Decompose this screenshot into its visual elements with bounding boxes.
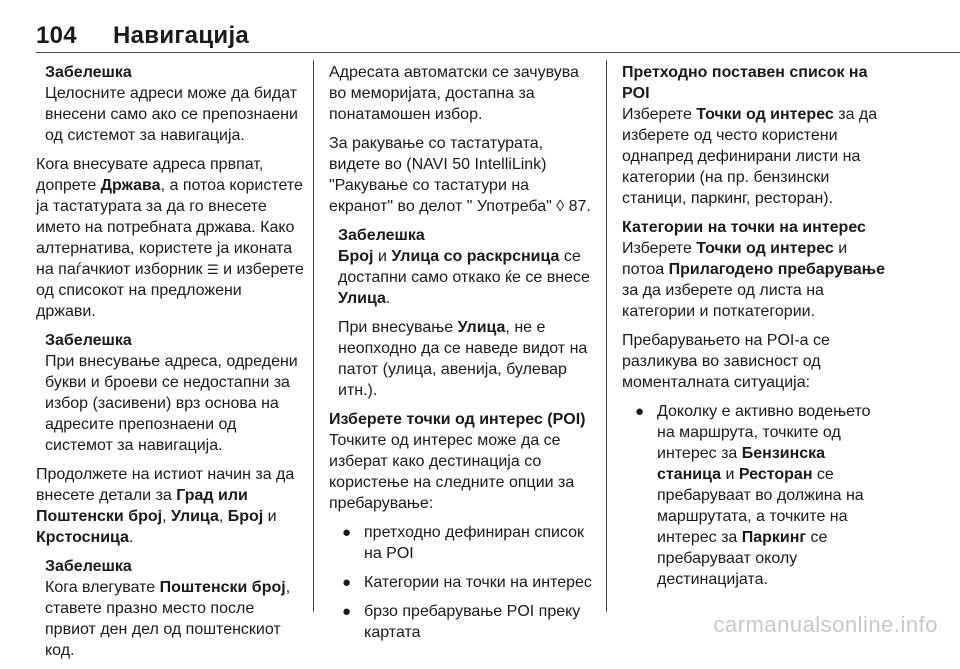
text: , <box>218 508 228 525</box>
note-box <box>36 330 304 456</box>
page-header <box>0 0 960 56</box>
list-item <box>329 601 595 643</box>
note-text: При внесување адреса, одредени букви и броеви се недостапни за избор (засивени) врз основа на адресите препознаени од системот за навигација. <box>45 353 298 454</box>
text: и <box>373 248 392 265</box>
paragraph: Адресата автоматски се зачувува во меморијата, достапна за понатамошен избор. <box>329 64 579 123</box>
bold-term: Паркинг <box>741 529 807 546</box>
list-item <box>329 522 595 564</box>
text: Кога внесувате адреса првпат, допрете <box>36 156 264 194</box>
watermark: carmanualsonline.info <box>713 612 938 637</box>
text: се пребаруваат во должина на маршрутата, а точките на интерес за <box>657 466 864 546</box>
page-title: Навигација <box>113 22 250 49</box>
header-divider <box>36 52 960 53</box>
note-text: Целосните адреси може да бидат внесени само ако се препознаени од системот за навигација. <box>45 85 298 144</box>
note-title: Забелешка <box>45 64 132 81</box>
note-box <box>36 62 304 146</box>
bold-term: Држава <box>100 177 161 194</box>
text: се достапни само откако ќе се внесе <box>338 248 590 286</box>
paragraph <box>36 464 304 548</box>
bold-term: Точки од интерес <box>696 106 834 123</box>
text: , <box>162 508 171 525</box>
text: и <box>263 508 277 525</box>
bullet-list <box>329 522 595 643</box>
bold-term: Поштенски број <box>159 579 286 596</box>
bold-term: Број <box>338 248 374 265</box>
bold-term: Град или Поштенски број <box>36 487 248 525</box>
text: Кога влегувате <box>45 579 160 596</box>
bullet-list <box>622 401 888 590</box>
dropdown-menu-icon: ☰ <box>207 262 219 277</box>
note-title: Забелешка <box>45 332 132 349</box>
column-divider-2 <box>606 60 607 612</box>
bold-term: Прилагодено пребарување <box>668 261 886 278</box>
note-title: Забелешка <box>45 558 132 575</box>
text: Изберете <box>622 240 697 257</box>
text: Доколку е активно водењето на маршрута, точките од интерес за <box>657 403 871 462</box>
text: За ракување со тастатурата, видете во (NAVI 50 IntelliLink) "Ракување со тастатури на екранот" во делот " Употреба" <box>329 135 557 215</box>
list-item <box>622 401 888 590</box>
column-divider-1 <box>313 60 314 612</box>
text: за да изберете од листа на категории и поткатегории. <box>622 282 824 320</box>
list-item-text: претходно дефиниран список на POI <box>364 524 585 562</box>
section <box>329 409 595 514</box>
section-title: Претходно поставен список на POI <box>622 64 868 102</box>
bullet-icon: ● <box>635 403 645 420</box>
bold-term: Улица <box>338 290 386 307</box>
section <box>622 217 888 322</box>
section-title: Категории на точки на интерес <box>622 219 866 236</box>
text: Продолжете на истиот начин за да внесете детали за <box>36 466 295 504</box>
bold-term: Крстосница <box>36 529 129 546</box>
section <box>622 62 888 209</box>
list-item <box>329 572 595 593</box>
page-reference[interactable]: ◊ 87. <box>556 198 591 215</box>
paragraph: Пребарувањето на POI-а се разликува во зависност од моменталната ситуација: <box>622 332 830 391</box>
bold-term: Улица со раскрсница <box>391 248 560 265</box>
text: и потоа <box>622 240 848 278</box>
section-text: Точките од интерес може да се изберат како дестинација со користење на следните опции за пребарување: <box>329 432 575 512</box>
note-title: Забелешка <box>338 227 425 244</box>
text: . <box>385 290 391 307</box>
list-item-text: Категории на точки на интерес <box>364 574 592 591</box>
paragraph <box>36 154 304 322</box>
note-box <box>36 556 304 661</box>
note-box <box>329 225 595 309</box>
text: , а потоа користете ја тастатурата за да го внесете името на потребната држава. Како алтернатива, користете ја иконата на паѓачкиот изборник <box>36 177 303 278</box>
bold-term: Улица <box>170 508 219 525</box>
text: и <box>721 466 739 483</box>
bold-term: Улица <box>457 319 506 336</box>
text: , ставете празно место после првиот ден дел од поштенскиот код. <box>45 579 291 659</box>
bullet-icon: ● <box>342 524 352 541</box>
bold-term: Точки од интерес <box>696 240 834 257</box>
bullet-icon: ● <box>342 574 352 591</box>
bullet-icon: ● <box>342 603 352 620</box>
paragraph <box>329 133 595 217</box>
text: се пребаруваат околу дестинацијата. <box>657 529 828 588</box>
text: Изберете <box>622 106 697 123</box>
section-title: Изберете точки од интерес (POI) <box>329 411 586 428</box>
text: При внесување <box>338 319 458 336</box>
column-1 <box>36 62 304 669</box>
column-2 <box>329 62 595 651</box>
bold-term: Ресторан <box>738 466 813 483</box>
page-number: 104 <box>36 22 77 49</box>
note-box <box>329 317 595 401</box>
bold-term: Број <box>227 508 264 525</box>
text: и изберете од списокот на предложени држави. <box>36 261 304 320</box>
text: . <box>128 529 134 546</box>
text: за да изберете од често користени однапред дефинирани листи на категории (на пр. бензински станици, паркинг, ресторан). <box>622 106 878 207</box>
bold-term: Бензинска станица <box>657 445 826 483</box>
column-3 <box>622 62 888 598</box>
text: , не е неопходно да се наведе видот на патот (улица, авенија, булевар итн.). <box>338 319 588 399</box>
list-item-text: брзо пребарување POI преку картата <box>364 603 581 641</box>
